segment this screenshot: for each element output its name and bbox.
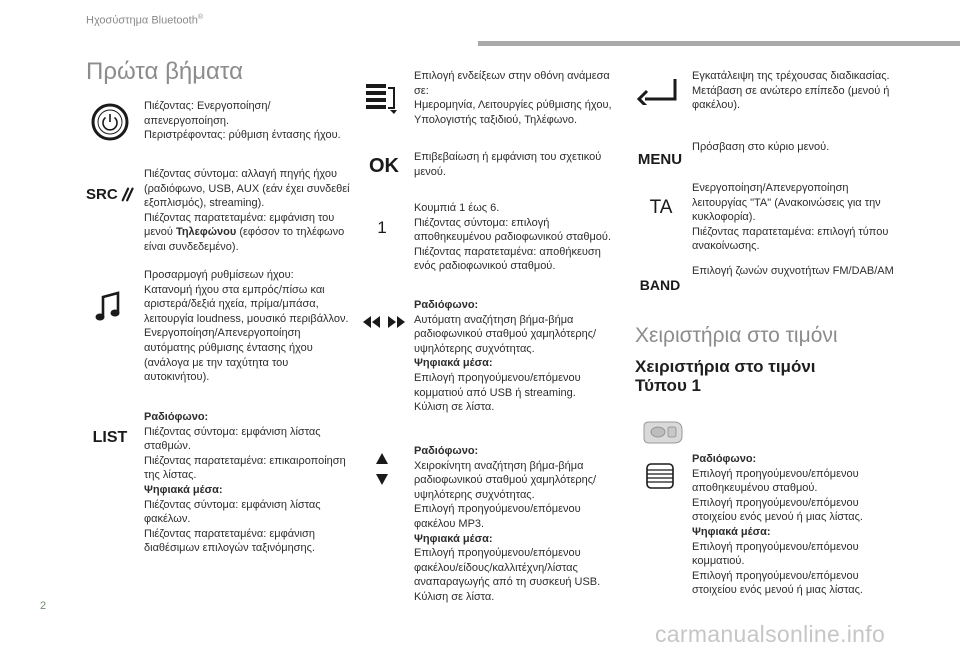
- back-description: [692, 69, 890, 113]
- text-line: Επιλογή προηγούμενου/επόμενου: [692, 496, 859, 509]
- text-line: [692, 452, 863, 467]
- audio-description: [144, 268, 349, 385]
- text-line: Επιλογή προηγούμενου/επόμενου: [414, 371, 581, 384]
- header-title: Ηχοσύστημα Bluetooth: [86, 14, 198, 27]
- text-line: Επιλογή προηγούμενου/επόμενου: [692, 569, 859, 582]
- text-line: εξοπλισμός), streaming).: [144, 197, 265, 210]
- text-line: Επιλογή προηγούμενου/επόμενου: [692, 467, 859, 480]
- text-line: Πιέζοντας: Ενεργοποίηση/: [144, 100, 271, 112]
- bold-label: Ραδιόφωνο:: [692, 453, 757, 465]
- text-line: υψηλότερης συχνότητας.: [414, 488, 535, 501]
- list-icon: [88, 428, 132, 448]
- text-line: Περιστρέφοντας: ρύθμιση έντασης ήχου.: [144, 129, 341, 142]
- band-label: BAND: [639, 277, 681, 293]
- text-line: Επιβεβαίωση ή εμφάνιση του σχετικού: [414, 151, 602, 163]
- bold-label: Ψηφιακά μέσα:: [414, 532, 493, 545]
- text-line: αποθηκευμένου ραδιοφωνικού σταθμού.: [414, 231, 612, 244]
- text-line: σε:: [414, 84, 429, 97]
- phone-handset-icon: [120, 186, 134, 202]
- text-line: στοιχείου ενός μενού ή μιας λίστας.: [692, 584, 863, 597]
- text-line: φακέλου MP3.: [414, 517, 485, 530]
- text-line: ανακοίνωσης.: [692, 240, 760, 253]
- bold-label: Ραδιόφωνο:: [414, 299, 479, 311]
- phone-menu-bold: Τηλεφώνου: [175, 226, 237, 239]
- menu-description: [692, 140, 829, 155]
- text-line: Κουμπιά 1 έως 6.: [414, 202, 500, 214]
- list-description: [144, 410, 346, 556]
- ta-description: [692, 181, 888, 254]
- text-line: [414, 444, 600, 459]
- text-line: Ενεργοποίηση/Απενεργοποίηση: [692, 182, 849, 194]
- text-line: Εγκατάλειψη της τρέχουσας διαδικασίας.: [692, 70, 890, 82]
- text-line: της λίστας.: [144, 469, 197, 482]
- text-line: [414, 356, 596, 371]
- text-line: Επιλογή ενδείξεων στην οθόνη ανάμεσα: [414, 70, 610, 82]
- subtitle-line: Χειριστήρια στο τιμόνι: [635, 357, 816, 376]
- text-line: [414, 298, 596, 313]
- updown-description: [414, 444, 600, 605]
- bold-label: Ψηφιακά μέσα:: [692, 525, 771, 538]
- text-line: Πιέζοντας παρατεταμένα: επιλογή τύπου: [692, 225, 889, 238]
- text-line: φακέλου/είδους/καλλιτέχνη/λίστας: [414, 561, 578, 574]
- page-number: 2: [40, 600, 47, 612]
- src-label: SRC: [86, 185, 118, 203]
- ok-description: [414, 150, 601, 179]
- back-return-icon: [636, 76, 680, 106]
- text-line: ραδιοφωνικού σταθμού χαμηλότερης/: [414, 328, 597, 341]
- text-line: Κύλιση σε λίστα.: [414, 401, 495, 414]
- text-line: Πιέζοντας σύντομα: εμφάνιση λίστας: [144, 498, 321, 511]
- running-header: [86, 14, 203, 27]
- bold-label: Ραδιόφωνο:: [144, 411, 209, 423]
- text-line: Προσαρμογή ρυθμίσεων ήχου:: [144, 269, 294, 281]
- wheel-thumbwheel-icon: [644, 462, 676, 490]
- preset-label: 1: [377, 218, 387, 237]
- registered-mark: ®: [197, 14, 204, 21]
- text-line: σταθμών.: [144, 440, 191, 453]
- text-line: Ενεργοποίηση/Απενεργοποίηση: [144, 327, 301, 340]
- text-line: υψηλότερης συχνότητας.: [414, 342, 535, 355]
- text-line: Πιέζοντας σύντομα: αλλαγή πηγής ήχου: [144, 168, 337, 180]
- text-line: Ημερομηνία, Λειτουργίες ρύθμισης ήχου,: [414, 99, 612, 112]
- text-line: [144, 410, 346, 425]
- text-line: Πιέζοντας παρατεταμένα: επικαιροποίηση: [144, 454, 346, 467]
- bold-label: Ψηφιακά μέσα:: [144, 483, 223, 496]
- text-line: Πρόσβαση στο κύριο μενού.: [692, 141, 830, 153]
- text-line: Πιέζοντας σύντομα: εμφάνιση λίστας: [144, 425, 321, 438]
- steering-controls-title: Χειριστήρια στο τιμόνι: [635, 324, 838, 347]
- band-icon: [636, 275, 684, 295]
- ok-label: OK: [369, 154, 399, 177]
- text-line: μενού.: [414, 165, 446, 178]
- text-line: αυτοκινήτου).: [144, 371, 210, 384]
- text-line: Επιλογή προηγούμενου/επόμενου: [414, 547, 581, 560]
- text-line: [692, 525, 863, 540]
- text-line: είναι συνδεδεμένο).: [144, 240, 239, 253]
- text-line: κομματιού από USB ή streaming.: [414, 386, 576, 399]
- preset-1-icon: [372, 217, 392, 239]
- text-line: [144, 483, 346, 498]
- text-line: Πιέζοντας παρατεταμένα: αποθήκευση: [414, 245, 601, 258]
- seek-left-right-icon: [362, 314, 406, 330]
- text-line: αναπαραγωγής από τη συσκευή USB.: [414, 576, 601, 589]
- text-line: αυτόματης ρύθμισης έντασης ήχου: [144, 341, 313, 354]
- text-line: αποθηκευμένου σταθμού.: [692, 482, 818, 495]
- text-line: φακέλου).: [692, 99, 741, 112]
- text-run: (εφόσον το τηλέφωνο: [236, 226, 345, 239]
- text-line: Χειροκίνητη αναζήτηση βήμα-βήμα: [414, 459, 584, 472]
- text-line: ενός ραδιοφωνικού σταθμού.: [414, 260, 556, 273]
- text-line: Πιέζοντας παρατεταμένα: εμφάνιση του: [144, 211, 335, 224]
- power-description: [144, 99, 341, 143]
- text-line: λειτουργία loudness, μουσικό περιβάλλον.: [144, 312, 349, 325]
- text-line: κομματιού.: [692, 555, 745, 568]
- text-line: [144, 225, 350, 240]
- music-note-icon: [92, 290, 126, 324]
- text-line: Υπολογιστής ταξιδιού, Τηλέφωνο.: [414, 113, 578, 126]
- text-line: απενεργοποίηση.: [144, 114, 230, 127]
- up-down-arrows-icon: [374, 452, 390, 486]
- text-line: Επιλογή προηγούμενου/επόμενου: [414, 503, 581, 516]
- watermark: carmanualsonline.info: [655, 621, 886, 647]
- list-label: LIST: [92, 429, 128, 446]
- menu-label: MENU: [637, 150, 683, 168]
- text-line: Αυτόματη αναζήτηση βήμα-βήμα: [414, 313, 574, 326]
- text-line: Πιέζοντας παρατεταμένα: εμφάνιση: [144, 527, 315, 540]
- menu-icon: [636, 149, 684, 169]
- steering-stalk-image: [640, 418, 684, 446]
- text-line: Κύλιση σε λίστα.: [414, 590, 495, 603]
- text-line: Μετάβαση σε ανώτερο επίπεδο (μενού ή: [692, 84, 890, 97]
- steering-controls-subtitle: [635, 357, 816, 395]
- text-line: (ραδιόφωνο, USB, AUX (εάν έχει συνδεθεί: [144, 182, 350, 195]
- power-icon: [90, 102, 130, 142]
- subtitle-line: Τύπου 1: [635, 376, 702, 395]
- src-icon: [86, 184, 134, 204]
- ta-icon: [646, 197, 676, 219]
- text-line: φακέλων.: [144, 513, 191, 526]
- text-run: μενού: [144, 226, 176, 239]
- text-line: [414, 532, 600, 547]
- text-line: στοιχείου ενός μενού ή μιας λίστας.: [692, 511, 863, 524]
- text-line: αριστερά/δεξιά ηχεία, πρίμα/μπάσα,: [144, 298, 319, 311]
- text-line: λειτουργίας "TA" (Ανακοινώσεις για την: [692, 196, 881, 209]
- bold-label: Ραδιόφωνο:: [414, 445, 479, 457]
- wheel-description: [692, 452, 863, 598]
- text-line: Πιέζοντας σύντομα: επιλογή: [414, 216, 550, 229]
- text-line: Επιλογή ζωνών συχνοτήτων FM/DAB/AM: [692, 265, 894, 277]
- text-line: ραδιοφωνικού σταθμού χαμηλότερης/: [414, 474, 597, 487]
- preset-description: [414, 201, 611, 274]
- display-description: [414, 69, 612, 127]
- ta-label: TA: [649, 197, 673, 218]
- ok-icon: [364, 154, 404, 178]
- header-bar: [478, 41, 960, 46]
- display-select-icon: [364, 80, 398, 114]
- src-description: [144, 167, 350, 255]
- text-line: Επιλογή προηγούμενου/επόμενου: [692, 540, 859, 553]
- seek-description: [414, 298, 596, 415]
- section-title: Πρώτα βήματα: [86, 58, 243, 85]
- text-line: Κατανομή ήχου στα εμπρός/πίσω και: [144, 283, 325, 296]
- band-description: [692, 264, 894, 279]
- text-line: διαθέσιμων επιλογών ταξινόμησης.: [144, 542, 315, 555]
- text-line: (ανάλογα με την ταχύτητα του: [144, 356, 289, 369]
- text-line: κυκλοφορία).: [692, 211, 756, 224]
- bold-label: Ψηφιακά μέσα:: [414, 357, 493, 370]
